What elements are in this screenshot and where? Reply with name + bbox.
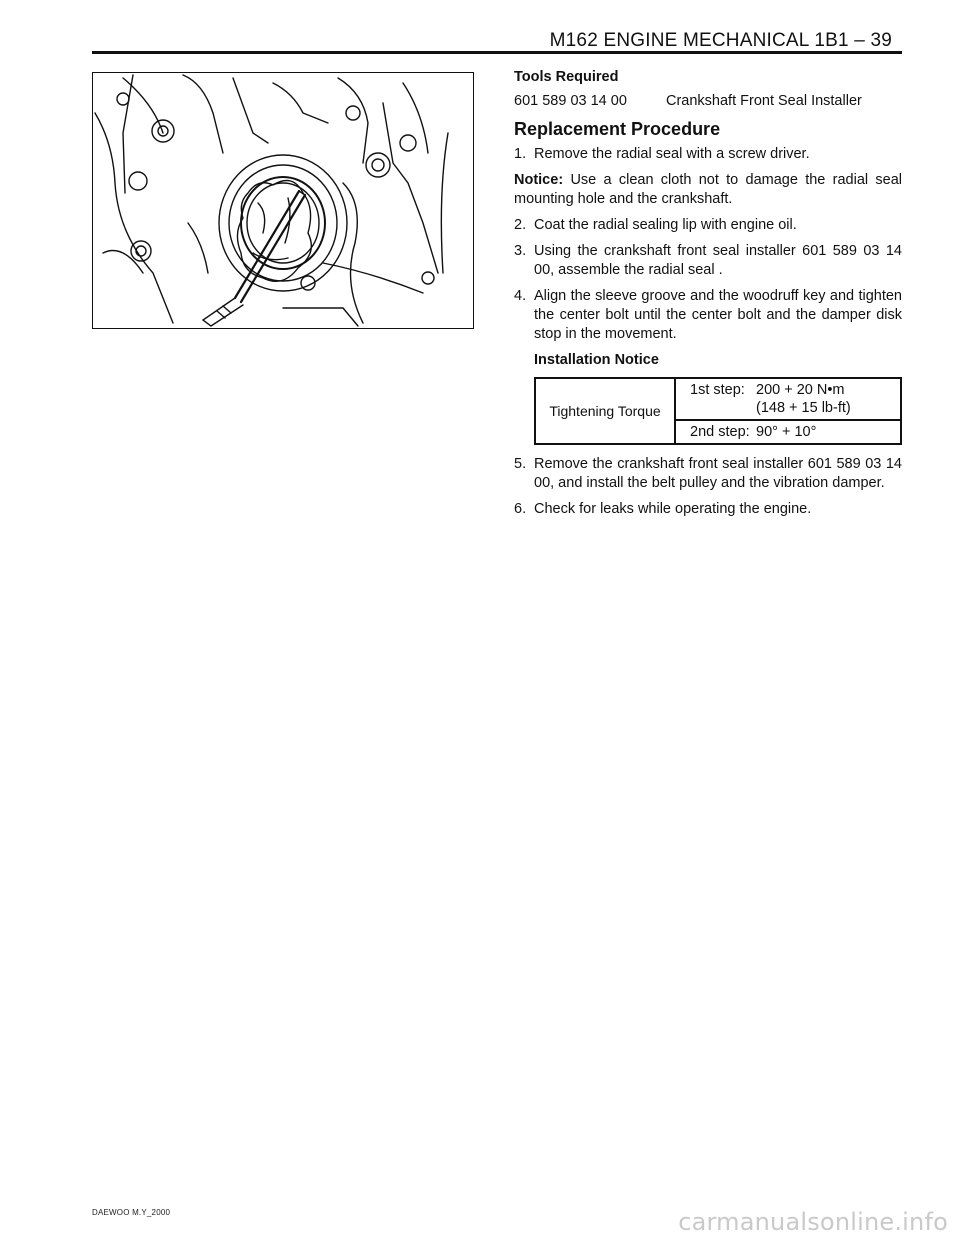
step-number: 5. [514, 456, 527, 472]
torque-label: Tightening Torque [549, 402, 661, 419]
torque-step1-cell [675, 378, 901, 420]
step-1 [514, 145, 902, 164]
tool-row [514, 92, 902, 111]
step-number: 6. [514, 501, 527, 517]
torque-step1-imperial: (148 + 15 lb-ft) [756, 400, 851, 416]
step-text: Coat the radial sealing lip with engine oil. [534, 217, 797, 233]
torque-step2-cell [675, 420, 901, 444]
page-header-title: M162 ENGINE MECHANICAL 1B1 – 39 [549, 30, 892, 51]
step-number: 3. [514, 243, 527, 259]
step-text: Align the sleeve groove and the woodruff key and tighten the center bolt until the center bolt and the damper disk stop in the movement. [534, 288, 902, 342]
torque-step1-label: 1st step: [690, 382, 745, 398]
torque-step1-value: 200 + 20 N•m [756, 382, 845, 398]
torque-spec-table [534, 377, 902, 445]
torque-step2-label: 2nd step: [690, 424, 750, 440]
step-number: 2. [514, 217, 527, 233]
torque-label-cell [535, 378, 675, 444]
step-5 [514, 455, 902, 493]
seal-removal-illustration [92, 72, 474, 329]
tool-name: Crankshaft Front Seal Installer [666, 93, 862, 109]
watermark: carmanualsonline.info [678, 1208, 948, 1236]
section-heading: Replacement Procedure [514, 119, 721, 139]
step-3 [514, 242, 902, 280]
step-number: 1. [514, 146, 527, 162]
notice-label: Notice: [514, 172, 564, 188]
step-number: 4. [514, 288, 527, 304]
step-text: Check for leaks while operating the engine. [534, 501, 812, 517]
step-6 [514, 500, 902, 519]
notice [514, 171, 902, 209]
step-text: Remove the radial seal with a screw driver. [534, 146, 810, 162]
torque-step2-value: 90° + 10° [756, 424, 817, 440]
step-4 [514, 287, 902, 344]
notice-text: Use a clean cloth not to damage the radial seal mounting hole and the crankshaft. [514, 172, 902, 207]
header-rule [92, 51, 902, 54]
footer-code: DAEWOO M.Y_2000 [92, 1208, 171, 1217]
procedure-content [514, 68, 902, 526]
step-2 [514, 216, 902, 235]
step-text: Remove the crankshaft front seal installer 601 589 03 14 00, and install the belt pulley and the vibration damper. [534, 456, 902, 491]
installation-notice-heading: Installation Notice [534, 352, 659, 368]
tools-title: Tools Required [514, 69, 619, 85]
step-text: Using the crankshaft front seal installer 601 589 03 14 00, assemble the radial seal . [534, 243, 902, 278]
tool-code: 601 589 03 14 00 [514, 93, 627, 109]
